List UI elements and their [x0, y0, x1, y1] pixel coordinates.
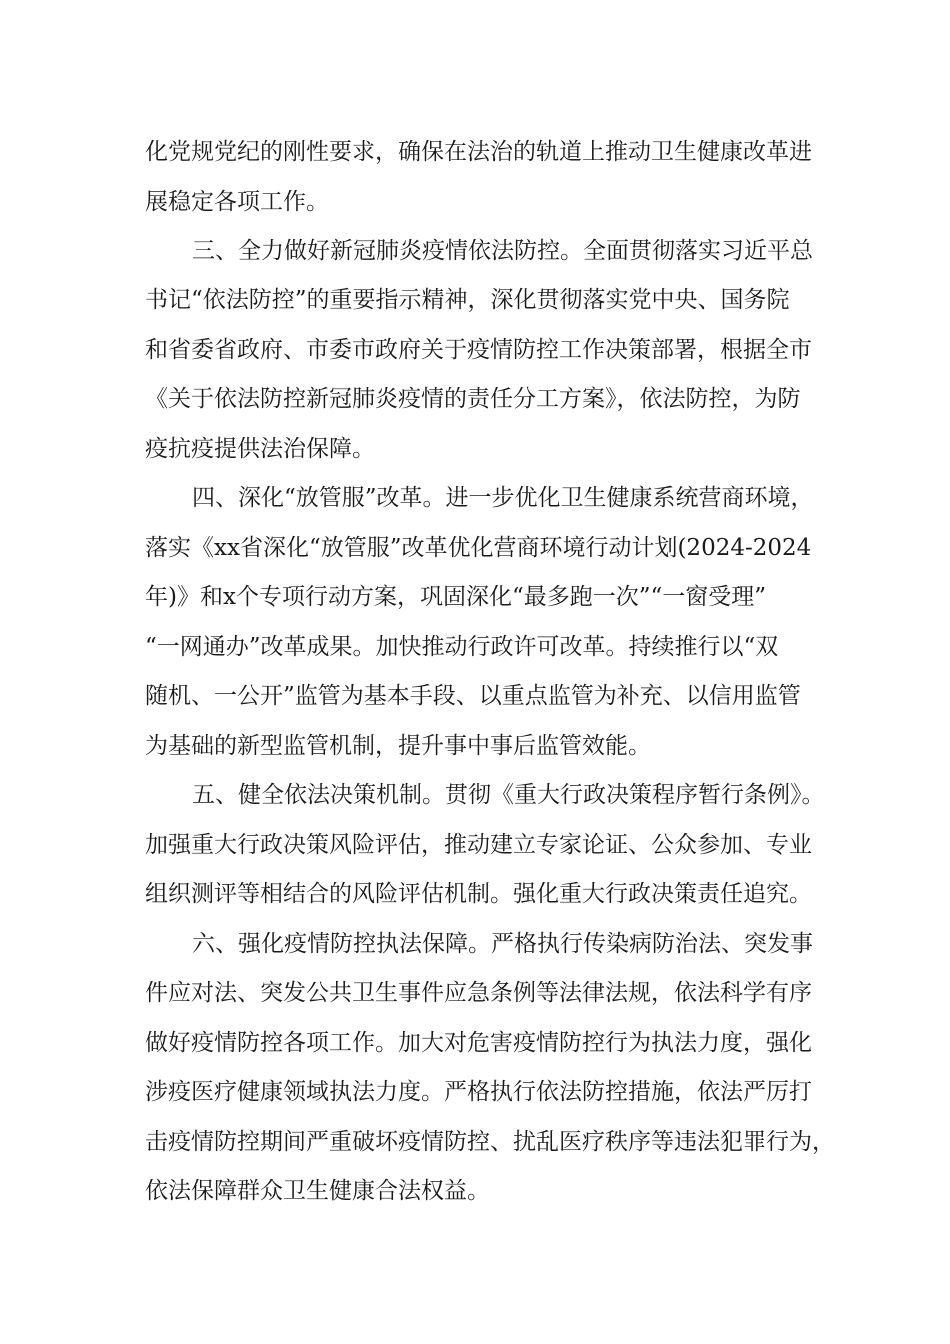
paragraph-heading-4: 四、深化“放管服”改革。进一步优化卫生健康系统营商环境，: [192, 485, 814, 511]
text-line: “一网通办”改革成果。加快推动行政许可改革。持续推行以“双: [145, 634, 779, 660]
text-line: 落实《xx省深化“放管服”改革优化营商环境行动计划(2024-2024: [145, 535, 812, 561]
text-line: 件应对法、突发公共卫生事件应急条例等法律法规，依法科学有序: [145, 980, 812, 1006]
text-line: 疫抗疫提供法治保障。: [145, 436, 375, 462]
text-line: 加强重大行政决策风险评估，推动建立专家论证、公众参加、专业: [145, 832, 812, 858]
paragraph-heading-3: 三、全力做好新冠肺炎疫情依法防控。全面贯彻落实习近平总: [192, 238, 813, 264]
paragraph-heading-6: 六、强化疫情防控执法保障。严格执行传染病防治法、突发事: [192, 931, 813, 957]
text-line: 书记“依法防控”的重要指示精神，深化贯彻落实党中央、国务院: [145, 287, 790, 313]
text-line: 展稳定各项工作。: [145, 189, 329, 215]
text-line: 击疫情防控期间严重破坏疫情防控、扰乱医疗秩序等违法犯罪行为，: [145, 1129, 835, 1155]
text-line: 做好疫情防控各项工作。加大对危害疫情防控行为执法力度，强化: [145, 1030, 812, 1056]
text-line: 《关于依法防控新冠肺炎疫情的责任分工方案》，依法防控，为防: [145, 386, 801, 412]
text-line: 年)》和x个专项行动方案，巩固深化“最多跑一次”“一窗受理”: [145, 584, 766, 610]
text-line: 随机、一公开”监管为基本手段、以重点监管为补充、以信用监管: [145, 683, 801, 709]
text-line: 为基础的新型监管机制，提升事中事后监管效能。: [145, 733, 651, 759]
text-line: 化党规党纪的刚性要求，确保在法治的轨道上推动卫生健康改革进: [145, 139, 812, 165]
paragraph-heading-5: 五、健全依法决策机制。贯彻《重大行政决策程序暂行条例》。: [192, 782, 825, 808]
text-line: 和省委省政府、市委市政府关于疫情防控工作决策部署，根据全市: [145, 337, 812, 363]
text-line: 依法保障群众卫生健康合法权益。: [145, 1178, 490, 1204]
text-line: 组织测评等相结合的风险评估机制。强化重大行政决策责任追究。: [145, 881, 812, 907]
text-line: 涉疫医疗健康领域执法力度。严格执行依法防控措施，依法严厉打: [145, 1079, 812, 1105]
